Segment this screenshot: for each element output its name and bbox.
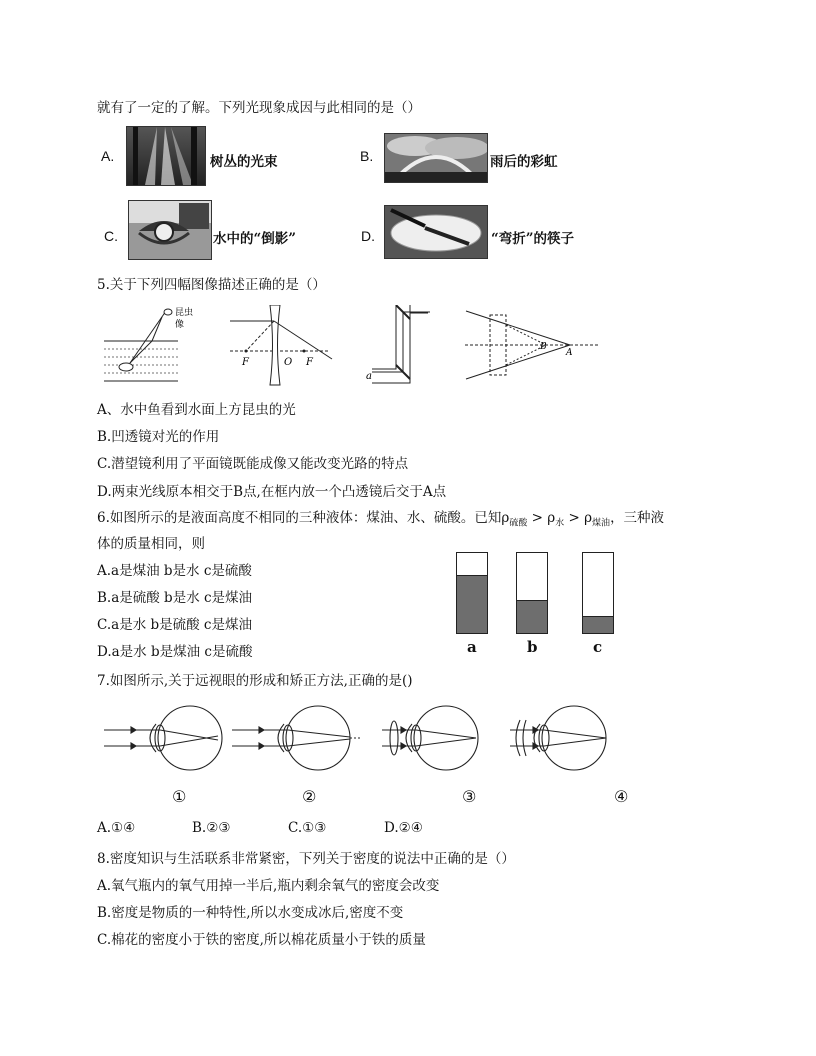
q6-container-label-c: c (593, 638, 603, 656)
q6-container-label-a: a (467, 638, 477, 656)
q4-photo-tree-beams (126, 126, 206, 186)
q6-container-c (582, 552, 614, 634)
q7-stem: 7.如图所示,关于远视眼的形成和矫正方法,正确的是() (97, 673, 413, 689)
q5-stem: 5.关于下列四幅图像描述正确的是（） (97, 277, 326, 293)
q4-option-d-letter: D. (361, 228, 375, 244)
q5-label-insect: 昆虫 (175, 308, 194, 318)
q6-container-a (456, 552, 488, 634)
q6-stem: 6.如图所示的是液面高度不相同的三种液体：煤油、水、硫酸。已知$\rho_{硫酸} > \rho_水 > \rho_{煤油}$，三种液 (97, 510, 665, 529)
q4-option-c-caption: 水中的“倒影” (213, 231, 297, 247)
q5-label-image: 像 (175, 320, 185, 330)
q6-containers-figure (450, 548, 630, 656)
q4-option-b-caption: 雨后的彩虹 (490, 154, 558, 170)
q7-eye-figures (100, 700, 680, 808)
q7-label-1: ① (172, 787, 187, 806)
q5-fig-d (465, 311, 600, 379)
q5-fig-a (104, 306, 193, 381)
q4-photo-bent-chopsticks (384, 205, 488, 259)
q5-label-o: O (284, 357, 293, 368)
q7-eye-3 (382, 706, 478, 770)
q6-liquid-a (457, 575, 487, 633)
q7-eye-1 (104, 706, 222, 770)
q5-label-f2: F (306, 357, 313, 368)
q7-label-4: ④ (614, 787, 629, 806)
q5-label-b: B (540, 342, 547, 352)
q7-option-d: D.②④ (384, 820, 423, 836)
q7-eye-2 (232, 706, 362, 770)
q6-liquid-b (517, 600, 547, 633)
q5-label-a-point: A (566, 348, 573, 358)
q7-eye-4 (510, 706, 606, 770)
q5-option-c: C.潜望镜利用了平面镜既能成像又能改变光路的特点 (97, 456, 409, 472)
q7-option-c: C.①③ (288, 820, 327, 836)
q6-container-b (516, 552, 548, 634)
q8-option-a: A.氧气瓶内的氧气用掉一半后,瓶内剩余氧气的密度会改变 (97, 878, 440, 894)
q6-option-b: B.a是硫酸 b是水 c是煤油 (97, 590, 253, 606)
q6-option-a: A.a是煤油 b是水 c是硫酸 (97, 563, 252, 579)
q6-option-d: D.a是水 b是煤油 c是硫酸 (97, 644, 253, 660)
q4-option-d-caption: “弯折”的筷子 (491, 231, 575, 247)
q5-fig-b (230, 305, 332, 385)
q8-option-b: B.密度是物质的一种特性,所以水变成冰后,密度不变 (97, 905, 404, 921)
q6-stem-line2: 体的质量相同，则 (97, 536, 205, 552)
q4-photo-rainbow (384, 133, 488, 183)
q4-photo-bridge-reflection (128, 200, 212, 260)
intro-line: 就有了一定的了解。下列光现象成因与此相同的是（） (97, 100, 421, 116)
q7-label-2: ② (302, 787, 317, 806)
q5-figures (100, 305, 605, 387)
q6-container-label-b: b (527, 638, 538, 656)
q4-option-a-caption: 树丛的光束 (210, 154, 278, 170)
q5-option-a: A、水中鱼看到水面上方昆虫的光 (97, 402, 296, 418)
q4-option-c-letter: C. (104, 228, 118, 244)
q8-option-c: C.棉花的密度小于铁的密度,所以棉花质量小于铁的质量 (97, 932, 426, 948)
q5-option-b: B.凹透镜对光的作用 (97, 429, 220, 445)
q6-liquid-c (583, 616, 613, 633)
q8-stem: 8.密度知识与生活联系非常紧密，下列关于密度的说法中正确的是（） (97, 851, 515, 867)
q7-option-a: A.①④ (97, 820, 136, 836)
q5-fig-c (366, 305, 430, 383)
q4-option-a-letter: A. (101, 148, 115, 164)
q7-label-3: ③ (462, 787, 477, 806)
q5-label-f1: F (242, 357, 249, 368)
q4-option-b-letter: B. (360, 148, 374, 164)
q6-option-c: C.a是水 b是硫酸 c是煤油 (97, 617, 252, 633)
q5-label-a: a (366, 371, 372, 382)
q5-option-d: D.两束光线原本相交于B点,在框内放一个凸透镜后交于A点 (97, 484, 447, 500)
q7-option-b: B.②③ (192, 820, 231, 836)
